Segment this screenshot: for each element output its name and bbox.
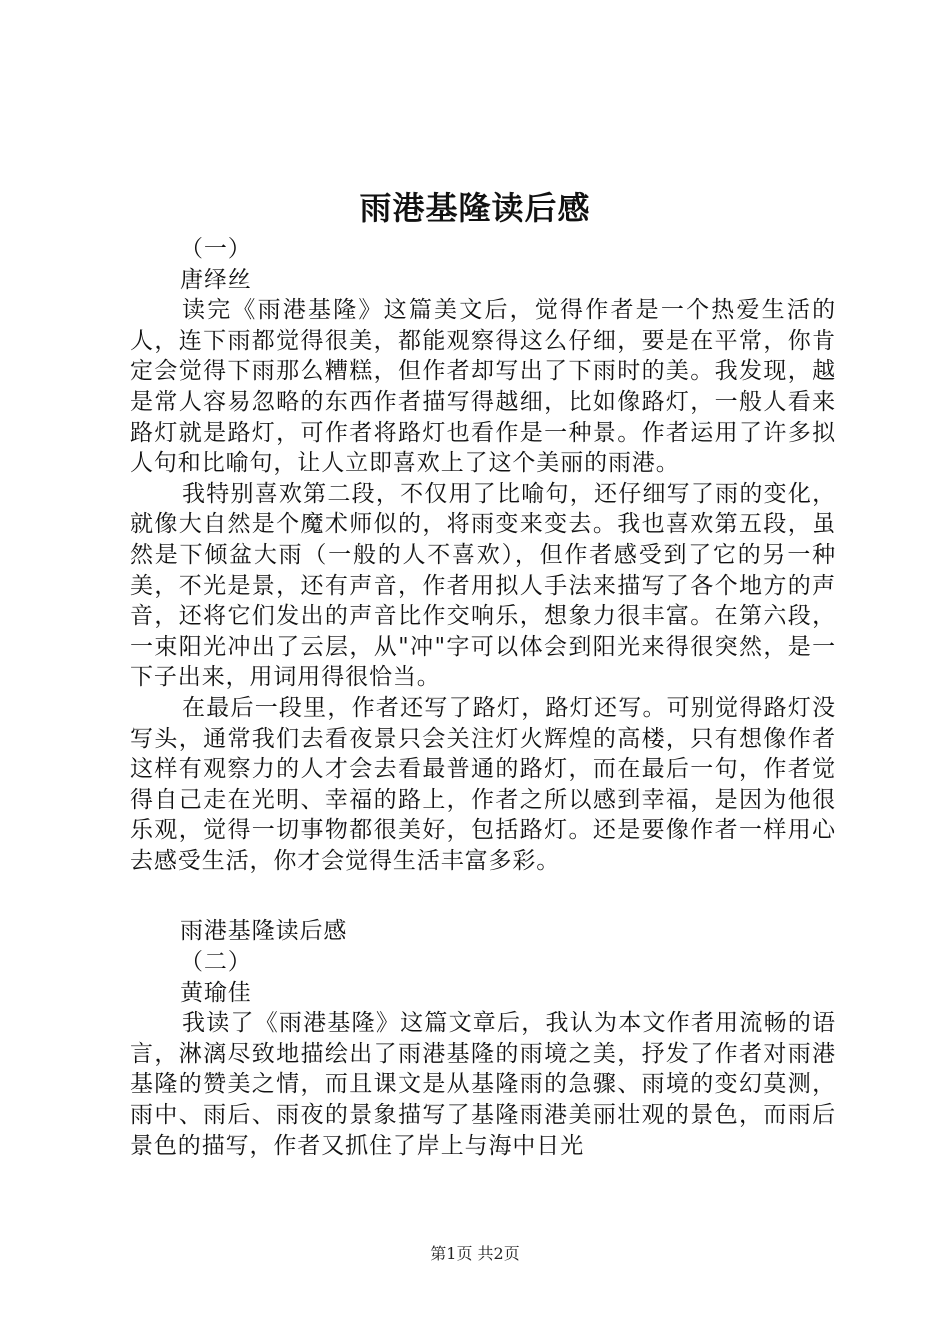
section-1-author: 唐绎丝 — [180, 266, 252, 293]
section-2-author: 黄瑜佳 — [180, 979, 252, 1006]
section-1-paragraph-2: 我特别喜欢第二段，不仅用了比喻句，还仔细写了雨的变化，就像大自然是个魔术师似的，将雨变来变去。我也喜欢第五段，虽然是下倾盆大雨（一般的人不喜欢），但作者感受到了它的另一种美，不光是景，还有声音，作者用拟人手法来描写了各个地方的声音，还将它们发出的声音比作交响乐，想象力很丰富。在第六段，一束阳光冲出了云层，从"冲"字可以体会到阳光来得很突然，是一下子出来，用词用得很恰当。 — [130, 480, 836, 691]
page-footer: 第1页 共2页 — [430, 1244, 520, 1263]
section-1-number: （一） — [180, 236, 252, 262]
section-2-heading: 雨港基隆读后感 — [180, 918, 348, 945]
document-title: 雨港基隆读后感 — [359, 189, 591, 227]
section-2-paragraph-1: 我读了《雨港基隆》这篇文章后，我认为本文作者用流畅的语言，淋漓尽致地描绘出了雨港基隆的雨境之美，抒发了作者对雨港基隆的赞美之情，而且课文是从基隆雨的急骤、雨境的变幻莫测，雨中、雨后、雨夜的景象描写了基隆雨港美丽壮观的景色，而雨后景色的描写，作者又抓住了岸上与海中日光 — [130, 1010, 836, 1159]
section-2-number: （二） — [180, 949, 252, 976]
document-body — [130, 234, 836, 1161]
section-1-paragraph-3: 在最后一段里，作者还写了路灯，路灯还写。可别觉得路灯没写头，通常我们去看夜景只会关注灯火辉煌的高楼，只有想像作者这样有观察力的人才会去看最普通的路灯，而在最后一句，作者觉得自己走在光明、幸福的路上，作者之所以感到幸福，是因为他很乐观，觉得一切事物都很美好，包括路灯。还是要像作者一样用心去感受生活，你才会觉得生活丰富多彩。 — [130, 694, 836, 874]
section-spacer — [130, 876, 836, 916]
section-1-paragraph-1: 读完《雨港基隆》这篇美文后，觉得作者是一个热爱生活的人，连下雨都觉得很美，都能观察得这么仔细，要是在平常，你肯定会觉得下雨那么糟糕，但作者却写出了下雨时的美。我发现，越是常人容易忽略的东西作者描写得越细，比如像路灯，一般人看来路灯就是路灯，可作者将路灯也看作是一种景。作者运用了许多拟人句和比喻句，让人立即喜欢上了这个美丽的雨港。 — [130, 297, 836, 477]
